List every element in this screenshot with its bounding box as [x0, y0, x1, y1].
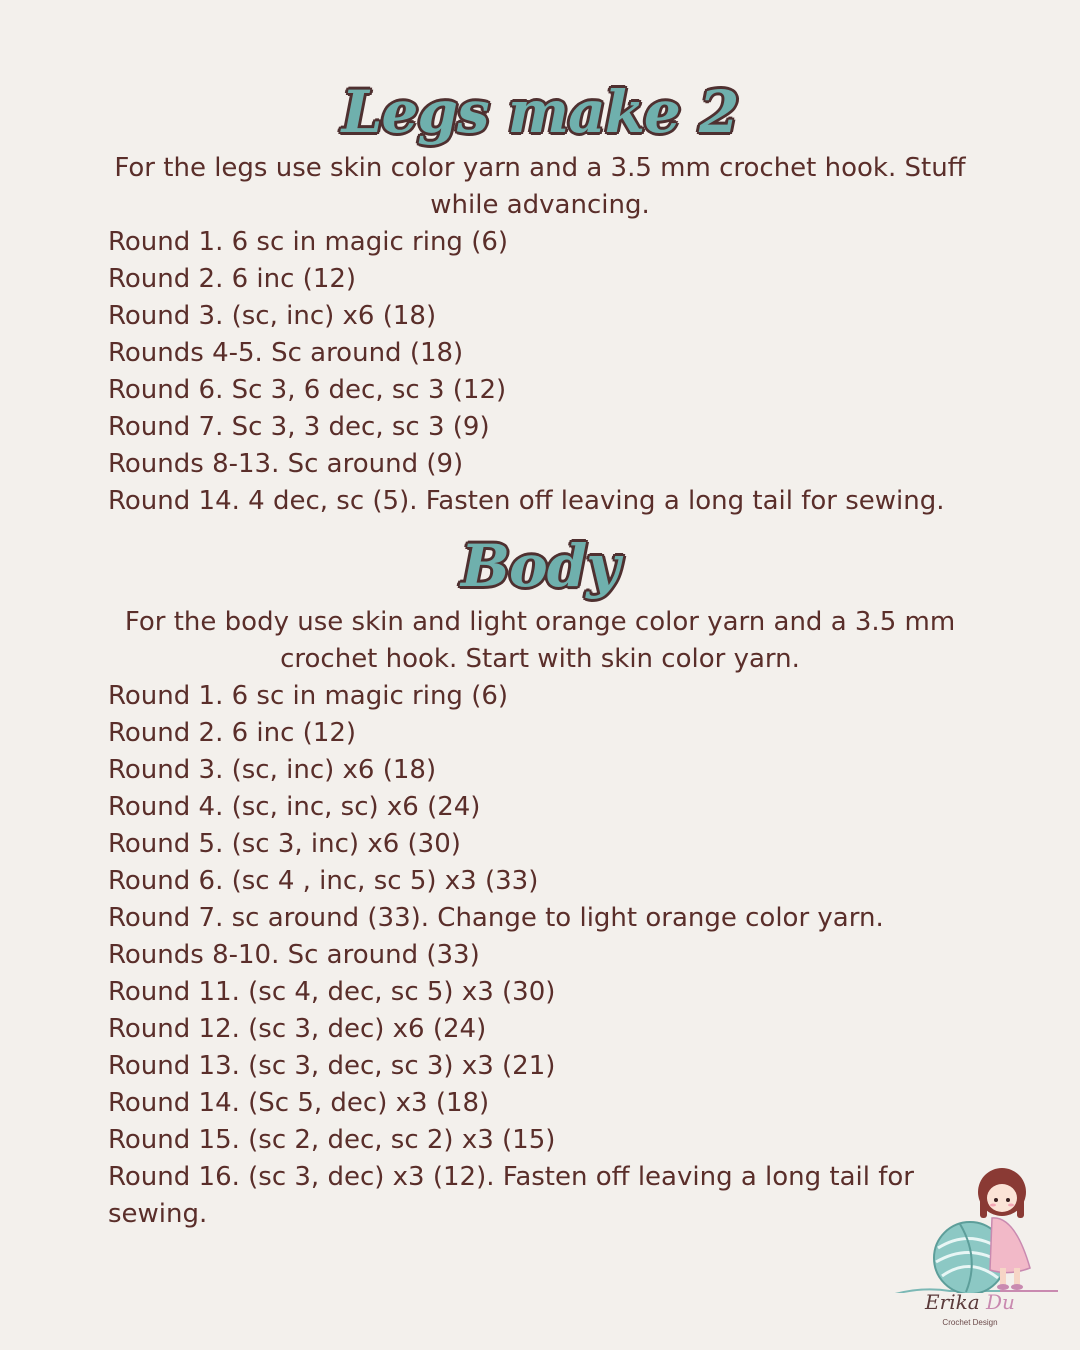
- list-item: Round 5. (sc 3, inc) x6 (30): [108, 829, 461, 859]
- list-item: Rounds 8-10. Sc around (33): [108, 940, 480, 970]
- list-item: Round 14. 4 dec, sc (5). Fasten off leaving a long tail for sewing.: [108, 486, 945, 516]
- list-item: Round 16. (sc 3, dec) x3 (12). Fasten off leaving a long tail for sewing.: [108, 1162, 914, 1229]
- list-item: Round 12. (sc 3, dec) x6 (24): [108, 1014, 487, 1044]
- list-item: Round 1. 6 sc in magic ring (6): [108, 227, 509, 257]
- list-item: Round 7. sc around (33). Change to light orange color yarn.: [108, 903, 884, 933]
- list-item: Round 13. (sc 3, dec, sc 3) x3 (21): [108, 1051, 556, 1081]
- body-title: Body: [461, 532, 619, 600]
- list-item: Rounds 4-5. Sc around (18): [108, 338, 464, 368]
- list-item: Round 15. (sc 2, dec, sc 2) x3 (15): [108, 1125, 556, 1155]
- list-item: Round 7. Sc 3, 3 dec, sc 3 (9): [108, 412, 490, 442]
- list-item: Round 11. (sc 4, dec, sc 5) x3 (30): [108, 977, 556, 1007]
- list-item: Round 4. (sc, inc, sc) x6 (24): [108, 792, 481, 822]
- list-item: Round 2. 6 inc (12): [108, 718, 357, 748]
- girl-with-yarn-icon: [880, 1158, 1060, 1293]
- logo-subtitle: Crochet Design: [942, 1318, 998, 1327]
- list-item: Round 6. (sc 4 , inc, sc 5) x3 (33): [108, 866, 539, 896]
- list-item: Round 1. 6 sc in magic ring (6): [108, 681, 509, 711]
- list-item: Rounds 8-13. Sc around (9): [108, 449, 464, 479]
- list-item: Round 3. (sc, inc) x6 (18): [108, 301, 437, 331]
- list-item: Round 2. 6 inc (12): [108, 264, 357, 294]
- legs-intro: For the legs use skin color yarn and a 3.5 mm crochet hook. Stuff while advancing.: [114, 153, 966, 220]
- body-rounds-list: [108, 678, 1008, 1233]
- legs-rounds-list: [108, 224, 1008, 520]
- list-item: Round 14. (Sc 5, dec) x3 (18): [108, 1088, 490, 1118]
- list-item: Round 3. (sc, inc) x6 (18): [108, 755, 437, 785]
- brand-logo: [880, 1158, 1060, 1340]
- list-item: Round 6. Sc 3, 6 dec, sc 3 (12): [108, 375, 507, 405]
- logo-name: Erika Du: [925, 1290, 1015, 1314]
- body-intro: For the body use skin and light orange color yarn and a 3.5 mm crochet hook. Start with skin color yarn.: [124, 607, 956, 674]
- legs-title: Legs make 2: [341, 78, 739, 146]
